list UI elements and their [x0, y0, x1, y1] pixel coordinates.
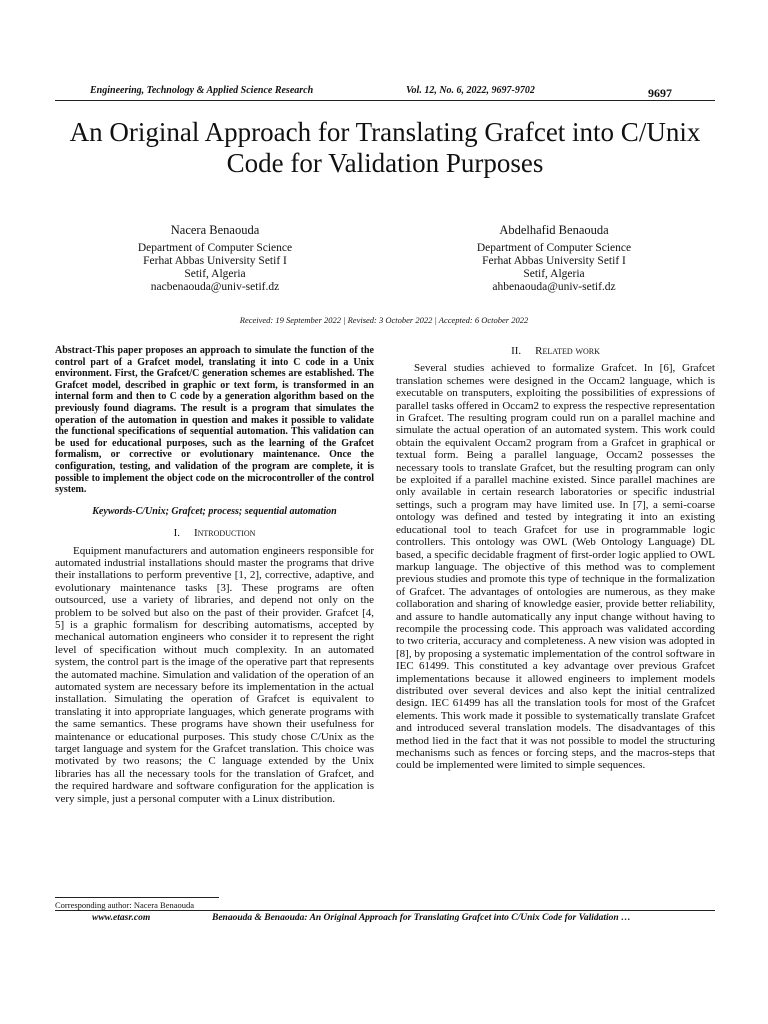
- journal-name: Engineering, Technology & Applied Science Research: [90, 85, 314, 96]
- author-department: Department of Computer Science: [137, 242, 293, 254]
- header-divider: [55, 100, 715, 101]
- author-email: ahbenaouda@univ-setif.dz: [492, 281, 616, 293]
- author-block: [85, 224, 345, 294]
- section-title: Related work: [535, 345, 600, 357]
- author-university: Ferhat Abbas University Setif I: [482, 255, 626, 267]
- related-work-text: Several studies achieved to formalize Grafcet. In [6], Grafcet translation schemes were designed in the Occam2 language, which is executable on transputers, exploiting the possibilities of expressions of parallel tasks offered in Occam2 to express the respective representation in Grafcet. The resulting program could run on a parallel machine and simulate the actual operation of an automated system. This work could obtain the equivalent Occam2 program from a Grafcet in graphical or textual form. Being a parallel language, Occam2 possesses the necessary tools to translate Grafcet, but the resulting program can only be exploited if a parallel machine existed. Since parallel machines are only available in certain research laboratories or specific industrial settings, such a program may have limited use. In [7], a semi-coarse ontology was defined and tested by integrating it into an existing educational tool to teach Grafcet for use in programmable logic controllers. This ontology was OWL (Web Ontology Language) DL based, a specific decidable fragment of first-order logic applied to OWL markup language. The objective of this method was to complement previous studies and promote this type of technique in the formalization of Grafcet. The advantages of ontologies are numerous, as they make collaboration and sharing of knowledge easier, provide better reliability, and assure to handle automatically any input change without having to recompile the processing code. This approach was validated according to two criteria, accuracy and completeness. A new vision was adopted in [8], by proposing a systematic implementation of the control software in IEC 61499. This constituted a key advantage over previous Grafcet implementations because it allowed engineers to implement models distributed over several devices and also kept the initial centralized design. IEC 61499 has all the translation tools for most of the Grafcet elements. This work made it possible to systematically translate Grafcet and introduced several translation models. The disadvantages of this method lied in the fact that it was not possible to model the structuring mechanisms such as fences or forcing steps, and the macros-steps that could be implemented were limited to simple sequences.: [396, 362, 715, 772]
- abstract: Abstract-This paper proposes an approach to simulate the function of the control part of a Grafcet model, translating it into C code in a Unix environment. First, the Grafcet/C generation schemes are established. The Grafcet model, described in graphic or text form, is transformed in an internal form and then to C code by a generation algorithm based on the previously found diagrams. The result is a program that simulates the operation of the automation in question and makes it possible to validate the functional specifications of sequential automation. This validation can be used for educational purposes, such as the learning of the Grafcet formalism, or corrective or evolutionary maintenance. Once the configuration, testing, and validation of the program are complete, it is possible to implement the object code on the microcontroller of the control system.: [55, 345, 374, 496]
- footnote-divider: [55, 897, 219, 898]
- author-city: Setif, Algeria: [523, 268, 585, 280]
- author-city: Setif, Algeria: [184, 268, 246, 280]
- running-header: [90, 85, 675, 99]
- author-university: Ferhat Abbas University Setif I: [143, 255, 287, 267]
- section-heading-introduction: [55, 527, 374, 539]
- paper-title: An Original Approach for Translating Grafcet into C/Unix Code for Validation Purposes: [69, 117, 701, 178]
- author-name: Abdelhafid Benaouda: [499, 223, 609, 237]
- section-number: I.: [173, 527, 180, 540]
- page-number: 9697: [648, 86, 672, 100]
- running-citation: Benaouda & Benaouda: An Original Approach for Translating Grafcet into C/Unix Code for Validation …: [212, 913, 631, 923]
- left-column: [55, 345, 374, 805]
- author-block: [424, 224, 684, 294]
- volume-info: Vol. 12, No. 6, 2022, 9697-9702: [406, 85, 535, 96]
- footer-divider: [55, 910, 715, 911]
- journal-website: www.etasr.com: [92, 913, 151, 923]
- submission-dates: Received: 19 September 2022 | Revised: 3 October 2022 | Accepted: 6 October 2022: [239, 315, 529, 325]
- author-department: Department of Computer Science: [476, 242, 632, 254]
- corresponding-author-note: Corresponding author: Nacera Benaouda: [55, 900, 195, 910]
- right-column: [396, 345, 715, 772]
- keywords: Keywords-C/Unix; Grafcet; process; sequential automation: [92, 505, 337, 517]
- section-title: Introduction: [193, 527, 256, 540]
- author-email: nacbenaouda@univ-setif.dz: [150, 281, 280, 293]
- introduction-text: Equipment manufacturers and automation engineers responsible for automated industrial installations should master the programs that drive their installations to perform preventive [1, 2], corrective, adaptive, and evolutionary maintenance tasks [3]. These programs are often outsourced, use a variety of libraries, and depend not only on the problem to be solved but also on the past of their provider. Grafcet [4, 5] is a graphic formalism for describing automatisms, accepted by mechanical automation engineers who consider it to represent the right level of specification without much complexity. In an automated system, the control part is the image of the operative part that represents the automated machine. Simulation and validation of the operation of an automated system are necessary before its implementation in the actual installation. Simulating the operation of Grafcet is equivalent to translating it into appropriate languages, which generate programs with the same semantics. These programs have shown their usefulness for maintenance or educational purposes. This study chose C/Unix as the target language and system for the Grafcet translation. This choice was motivated by two reasons; the C language extended by the Unix libraries has all the necessary tools for the translation of Grafcet, and the required hardware and software configuration for the application is very simple, just a personal computer with a Linux distribution.: [55, 544, 374, 805]
- section-number: II.: [511, 345, 522, 357]
- author-name: Nacera Benaouda: [170, 223, 260, 237]
- section-heading-related-work: [396, 345, 715, 357]
